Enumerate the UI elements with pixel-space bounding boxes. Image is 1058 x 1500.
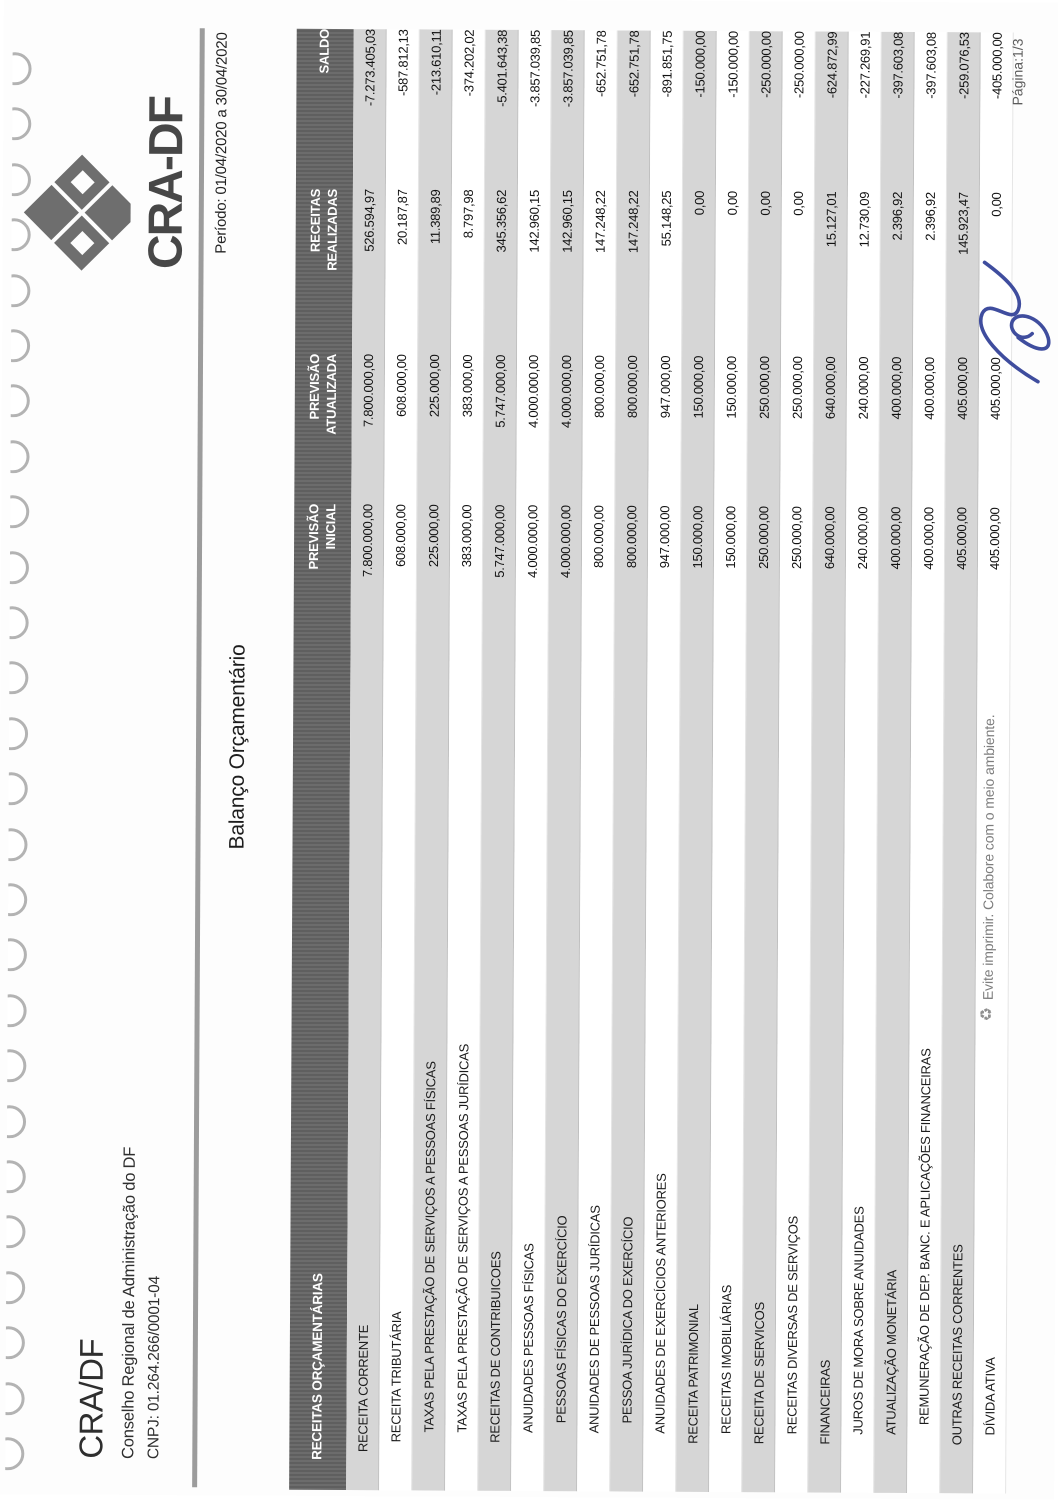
row-value: 240.000,00 — [855, 356, 871, 420]
row-value: 55.148,25 — [658, 190, 674, 247]
row-value: 150.000,00 — [722, 506, 738, 569]
row-value: 400.000,00 — [888, 356, 904, 420]
row-value: 11.389,89 — [427, 189, 443, 245]
row-label: REMUNERAÇÃO DE DEP. BANC. E APLICAÇÕES FINANCEIRAS — [915, 1048, 933, 1426]
row-label: DÍVIDA ATIVA — [981, 1357, 998, 1436]
row-value: 5.747.000,00 — [491, 504, 507, 578]
binding-hole-icon — [10, 490, 32, 528]
row-value: 150.000,00 — [690, 355, 706, 419]
row-value: 8.797,98 — [460, 189, 476, 239]
binding-hole-icon — [9, 657, 31, 695]
row-label: ANUIDADES PESSOAS FÍSICAS — [519, 1243, 536, 1434]
row-value: -213.610,11 — [427, 29, 444, 96]
column-header-previsao-atualizada: PREVISÃO ATUALIZADA — [306, 353, 339, 435]
row-label: TAXAS PELA PRESTAÇÃO DE SERVIÇOS A PESSOAS FÍSICAS — [420, 1061, 438, 1433]
row-value: -150.000,00 — [724, 31, 741, 98]
header-divider — [192, 28, 205, 1487]
column-header-previsao-inicial: PREVISÃO INICIAL — [306, 503, 338, 570]
spiral-binding — [0, 0, 4, 1494]
row-value: -624.872,99 — [823, 31, 840, 99]
row-label: PESSOA JURÍDICA DO EXERCÍCIO — [618, 1216, 636, 1424]
page-title: Balanço Orçamentário — [225, 644, 250, 850]
row-value: 142.960,15 — [526, 189, 542, 253]
row-value: 2.396,92 — [922, 192, 938, 241]
table-body — [346, 29, 1014, 1493]
binding-hole-icon — [11, 380, 33, 418]
row-value: -374.202,02 — [460, 29, 477, 97]
binding-hole-icon — [10, 435, 32, 473]
row-value: -227.269,91 — [856, 31, 873, 99]
row-value: -405.000,00 — [988, 32, 1005, 100]
row-value: -652.751,78 — [625, 30, 642, 98]
row-value: 225.000,00 — [426, 354, 442, 418]
row-value: 0,00 — [691, 190, 707, 216]
row-value: 0,00 — [790, 191, 806, 216]
row-value: 150.000,00 — [723, 356, 739, 419]
row-value: 947.000,00 — [657, 355, 673, 419]
binding-hole-icon — [7, 1044, 29, 1082]
row-value: 20.187,87 — [394, 189, 410, 245]
row-value: -150.000,00 — [691, 30, 708, 98]
binding-hole-icon — [8, 934, 30, 972]
row-label: JUROS DE MORA SOBRE ANUIDADES — [849, 1206, 867, 1435]
row-value: -5.401.643,38 — [493, 29, 510, 107]
row-value: 800.000,00 — [590, 505, 606, 568]
row-value: 400.000,00 — [921, 357, 937, 420]
row-value: 800.000,00 — [623, 505, 639, 569]
row-value: 4.000.000,00 — [525, 354, 541, 428]
row-value: 405.000,00 — [954, 357, 970, 420]
row-value: 7.800.000,00 — [359, 504, 375, 578]
row-value: 7.800.000,00 — [360, 354, 376, 428]
column-header-saldo: SALDO — [316, 28, 333, 74]
org-cnpj: CNPJ: 01.264.266/0001-04 — [145, 1275, 164, 1460]
row-value: 15.127,01 — [823, 191, 839, 248]
row-value: 4.000.000,00 — [557, 505, 573, 579]
row-value: 147.248,22 — [592, 190, 608, 253]
binding-hole-icon — [8, 989, 30, 1027]
page-number: Página:1/3 — [1009, 38, 1026, 106]
binding-hole-icon — [6, 1321, 28, 1359]
row-value: 150.000,00 — [689, 505, 705, 569]
row-label: RECEITAS DIVERSAS DE SERVIÇOS — [783, 1215, 801, 1435]
row-value: -250.000,00 — [757, 31, 774, 98]
row-label: ANUIDADES DE PESSOAS JURÍDICAS — [585, 1205, 603, 1434]
binding-hole-icon — [11, 324, 33, 362]
row-label: ATUALIZAÇÃO MONETÁRIA — [882, 1269, 899, 1435]
binding-hole-icon — [9, 712, 31, 750]
row-value: -7.273.405,03 — [361, 29, 378, 107]
row-label: PESSOAS FÍSICAS DO EXERCÍCIO — [552, 1215, 570, 1424]
row-value: 145.923,47 — [955, 192, 971, 255]
row-label: FINANCEIRAS — [816, 1359, 833, 1445]
row-label: RECEITAS IMOBILIÁRIAS — [717, 1284, 734, 1435]
binding-hole-icon — [11, 269, 33, 307]
row-label: ANUIDADES DE EXERCÍCIOS ANTERIORES — [651, 1173, 669, 1434]
row-value: 400.000,00 — [887, 506, 903, 570]
row-value: 947.000,00 — [656, 505, 672, 569]
row-value: 800.000,00 — [624, 355, 640, 419]
row-value: 4.000.000,00 — [524, 504, 540, 578]
row-label: RECEITA PATRIMONIAL — [684, 1304, 701, 1444]
row-value: 405.000,00 — [953, 507, 969, 570]
binding-hole-icon — [5, 1432, 27, 1470]
row-value: 640.000,00 — [821, 506, 837, 570]
column-header-receitas: RECEITAS ORÇAMENTÁRIAS — [309, 1273, 326, 1460]
row-value: -259.076,53 — [955, 32, 972, 99]
binding-hole-icon — [6, 1211, 28, 1249]
row-value: 608.000,00 — [392, 504, 408, 567]
row-value: 405.000,00 — [986, 507, 1002, 571]
row-value: -652.751,78 — [592, 30, 609, 98]
row-value: -587.812,13 — [394, 29, 411, 97]
row-value: 12.730,09 — [856, 191, 872, 248]
row-value: 640.000,00 — [822, 356, 838, 420]
row-value: -250.000,00 — [790, 31, 807, 99]
row-value: 526.594,97 — [361, 189, 377, 252]
row-value: 405.000,00 — [987, 357, 1003, 421]
row-value: 250.000,00 — [756, 356, 772, 419]
row-value: 250.000,00 — [788, 506, 804, 570]
row-value: 400.000,00 — [920, 507, 936, 570]
row-value: 0,00 — [988, 192, 1004, 217]
row-value: 147.248,22 — [625, 190, 641, 254]
eco-footer-text: Evite imprimir. Colabore com o meio ambiente. — [979, 714, 998, 1001]
binding-hole-icon — [12, 103, 34, 141]
row-value: 0,00 — [757, 191, 773, 216]
binding-hole-icon — [6, 1266, 28, 1304]
letterhead — [72, 1147, 165, 1460]
report-period: Período: 01/04/2020 a 30/04/2020 — [212, 32, 231, 254]
row-value: 608.000,00 — [393, 354, 409, 417]
binding-hole-icon — [7, 1100, 29, 1138]
table-header — [289, 29, 354, 1490]
row-value: 2.396,92 — [889, 191, 905, 241]
row-label: RECEITA TRIBUTÁRIA — [387, 1311, 404, 1443]
row-label: OUTRAS RECEITAS CORRENTES — [948, 1244, 965, 1446]
row-value: 800.000,00 — [591, 355, 607, 418]
org-short-name: CRA/DF — [72, 1338, 110, 1459]
row-label: RECEITAS DE CONTRIBUICOES — [486, 1251, 503, 1443]
row-value: -397.603,08 — [922, 32, 939, 99]
binding-hole-icon — [7, 1155, 29, 1193]
row-value: 0,00 — [724, 191, 740, 216]
handwritten-signature — [960, 255, 1057, 390]
row-value: 383.000,00 — [458, 504, 474, 568]
logo-wordmark: CRA-DF — [139, 96, 194, 270]
row-value: 5.747.000,00 — [492, 354, 508, 428]
row-label: TAXAS PELA PRESTAÇÃO DE SERVIÇOS A PESSOAS JURÍDICAS — [453, 1043, 471, 1433]
row-value: 4.000.000,00 — [558, 355, 574, 429]
binding-hole-icon — [12, 47, 34, 85]
cra-df-logo-icon — [22, 152, 141, 273]
row-label: RECEITA DE SERVICOS — [750, 1302, 767, 1445]
eco-footer — [980, 714, 998, 1021]
org-full-name: Conselho Regional de Administração do DF — [119, 1146, 139, 1459]
row-value: 383.000,00 — [459, 354, 475, 418]
row-label: RECEITA CORRENTE — [354, 1324, 371, 1453]
row-value: -3.857.039,85 — [559, 30, 576, 108]
binding-hole-icon — [8, 878, 30, 916]
row-value: 240.000,00 — [854, 506, 870, 570]
row-value: 250.000,00 — [789, 356, 805, 420]
row-value: 225.000,00 — [425, 504, 441, 568]
row-value: -891.851,75 — [658, 30, 675, 98]
binding-hole-icon — [6, 1377, 28, 1415]
row-value: 142.960,15 — [559, 190, 575, 253]
recycle-icon: ♻ — [978, 1007, 996, 1022]
row-value: -3.857.039,85 — [526, 29, 543, 108]
row-value: 250.000,00 — [755, 506, 771, 569]
column-header-receitas-realizadas: RECEITAS REALIZADAS — [307, 188, 340, 271]
binding-hole-icon — [9, 767, 31, 805]
row-value: -397.603,08 — [889, 31, 906, 99]
binding-hole-icon — [10, 546, 32, 584]
row-value: 345.356,62 — [493, 189, 509, 253]
binding-hole-icon — [8, 823, 30, 861]
binding-hole-icon — [10, 601, 32, 639]
